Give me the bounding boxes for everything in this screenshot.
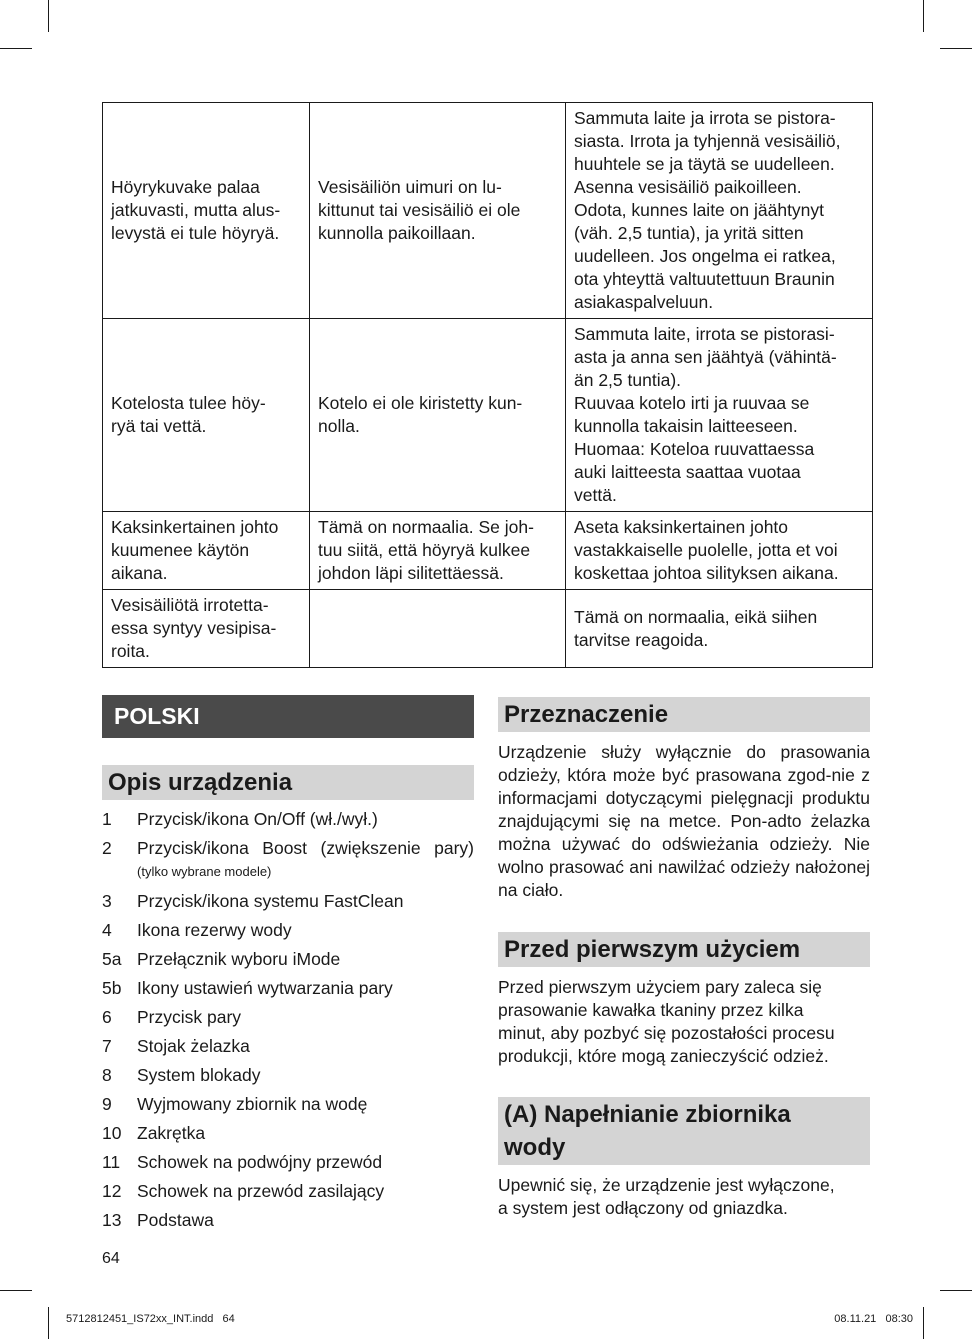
problem-cell: Höyrykuvake palaa jatkuvasti, mutta alus- levystä ei tule höyryä. [103, 103, 310, 319]
device-parts-list [102, 808, 474, 1231]
cause-cell: Kotelo ei ole kiristetty kun- nolla. [310, 319, 566, 512]
item-number: 6 [102, 1007, 112, 1027]
item-text [137, 1064, 474, 1086]
item-number: 9 [102, 1094, 112, 1114]
table-row [103, 512, 873, 590]
page-number: 64 [102, 1250, 120, 1267]
list-item [102, 890, 474, 912]
item-text [137, 1151, 474, 1173]
crop-mark [48, 0, 49, 32]
list-item [102, 1035, 474, 1057]
list-item [102, 919, 474, 941]
crop-mark [940, 48, 972, 49]
list-item [102, 1122, 474, 1144]
item-text [137, 919, 474, 941]
print-slug-file: 5712812451_IS72xx_INT.indd 64 [66, 1313, 235, 1325]
item-number: 2 [102, 838, 112, 858]
remedy-cell: Sammuta laite, irrota se pistorasi- asta ja anna sen jäähtyä (vähintä- än 2,5 tuntia). Ruuvaa kotelo irti ja ruuvaa se kunnolla takaisin laitteeseen. Huomaa: Koteloa ruuvattaessa auki laitteesta saattaa vuotaa vettä. [566, 319, 873, 512]
item-number: 12 [102, 1181, 122, 1201]
item-text [137, 1093, 474, 1115]
list-item [102, 1180, 474, 1202]
item-label: Stojak żelazka [137, 1036, 250, 1056]
item-text [137, 1180, 474, 1202]
crop-mark [0, 48, 32, 49]
item-text [137, 1209, 474, 1231]
before-first-use-text: Przed pierwszym użyciem pary zaleca się prasowanie kawałka tkaniny przez kilka minut, aby pozbyć się pozostałości procesu produkcji, które mogą zanieczyścić odzież. [498, 977, 835, 1066]
item-number: 10 [102, 1123, 122, 1143]
list-item [102, 1151, 474, 1173]
table-row [103, 319, 873, 512]
item-text [137, 1122, 474, 1144]
section-heading-before-first-use: Przed pierwszym użyciem [498, 932, 870, 967]
list-item [102, 1093, 474, 1115]
item-label: Przycisk/ikona systemu FastClean [137, 891, 404, 911]
item-label: Przycisk/ikona On/Off (wł./wył.) [137, 809, 378, 829]
filling-tank-text: Upewnić się, że urządzenie jest wyłączone, a system jest odłączony od gniazdka. [498, 1175, 835, 1218]
problem-cell: Kaksinkertainen johto kuumenee käytön aikana. [103, 512, 310, 590]
section-heading-filling-tank: (A) Napełnianie zbiornika wody [498, 1097, 870, 1165]
list-item [102, 1006, 474, 1028]
intended-use-text: Urządzenie służy wyłącznie do prasowania odzieży, która może być prasowana zgod-nie z informacjami dotyczącymi pielęgnacji produktu znajdującymi się na metce. Pon-adto żelazka można używać do odświeżania odzieży. Nie wolno prasować ani nawilżać odzieży nałożonej na ciało. [498, 742, 870, 900]
print-slug-date: 08.11.21 08:30 [834, 1313, 913, 1325]
item-number: 5b [102, 978, 122, 998]
item-number: 13 [102, 1210, 122, 1230]
item-text [137, 977, 474, 999]
item-label: Wyjmowany zbiornik na wodę [137, 1094, 368, 1114]
table-row [103, 590, 873, 668]
cause-cell: Tämä on normaalia. Se joh- tuu siitä, että höyryä kulkee johdon läpi silitettäessä. [310, 512, 566, 590]
item-label: Przełącznik wyboru iMode [137, 949, 341, 969]
left-column [102, 695, 474, 1238]
item-note: (tylko wybrane modele) [137, 864, 272, 879]
list-item [102, 1209, 474, 1231]
item-text [137, 1035, 474, 1057]
item-number: 11 [102, 1152, 121, 1172]
list-item [102, 1064, 474, 1086]
item-label: Schowek na podwójny przewód [137, 1152, 383, 1172]
list-item [102, 837, 474, 883]
item-label: Podstawa [137, 1210, 214, 1230]
item-text [137, 837, 474, 883]
remedy-cell: Aseta kaksinkertainen johto vastakkaiselle puolelle, jotta et voi koskettaa johtoa silityksen aikana. [566, 512, 873, 590]
list-item [102, 977, 474, 999]
item-text [137, 890, 474, 912]
item-number: 3 [102, 891, 112, 911]
section-heading-intended-use: Przeznaczenie [498, 697, 870, 732]
item-number: 4 [102, 920, 112, 940]
right-column [498, 697, 870, 1220]
problem-cell: Kotelosta tulee höy- ryä tai vettä. [103, 319, 310, 512]
crop-mark [0, 1290, 32, 1291]
item-label: Zakrętka [137, 1123, 206, 1143]
problem-cell: Vesisäiliötä irrotetta- essa syntyy vesipisa- roita. [103, 590, 310, 668]
item-label: Ikona rezerwy wody [137, 920, 292, 940]
crop-mark [923, 1307, 924, 1339]
troubleshooting-table [102, 102, 873, 668]
item-label: Schowek na przewód zasilający [137, 1181, 385, 1201]
item-label: System blokady [137, 1065, 261, 1085]
item-label: Ikony ustawień wytwarzania pary [137, 978, 393, 998]
item-number: 5a [102, 949, 122, 969]
crop-mark [940, 1290, 972, 1291]
language-banner: POLSKI [102, 695, 474, 738]
item-text [137, 1006, 474, 1028]
section-heading-device-description: Opis urządzenia [102, 765, 474, 800]
remedy-cell: Tämä on normaalia, eikä siihen tarvitse reagoida. [566, 590, 873, 668]
item-number: 8 [102, 1065, 112, 1085]
item-label: Przycisk pary [137, 1007, 242, 1027]
cause-cell: Vesisäiliön uimuri on lu- kittunut tai vesisäiliö ei ole kunnolla paikoillaan. [310, 103, 566, 319]
crop-mark [923, 0, 924, 32]
crop-mark [48, 1307, 49, 1339]
item-text [137, 948, 474, 970]
item-number: 7 [102, 1036, 112, 1056]
list-item [102, 808, 474, 830]
table-row [103, 103, 873, 319]
item-text [137, 808, 474, 830]
remedy-cell: Sammuta laite ja irrota se pistora- siasta. Irrota ja tyhjennä vesisäiliö, huuhtele se ja täytä se uudelleen. Asenna vesisäiliö paikoilleen. Odota, kunnes laite on jäähtynyt (väh. 2,5 tuntia), ja yritä sitten uudelleen. Jos ongelma ei ratkea, ota yhteyttä valtuutettuun Braunin asiakaspalveluun. [566, 103, 873, 319]
item-label: Przycisk/ikona Boost (zwiększenie pary) [137, 838, 474, 858]
cause-cell [310, 590, 566, 668]
list-item [102, 948, 474, 970]
item-number: 1 [102, 809, 112, 829]
